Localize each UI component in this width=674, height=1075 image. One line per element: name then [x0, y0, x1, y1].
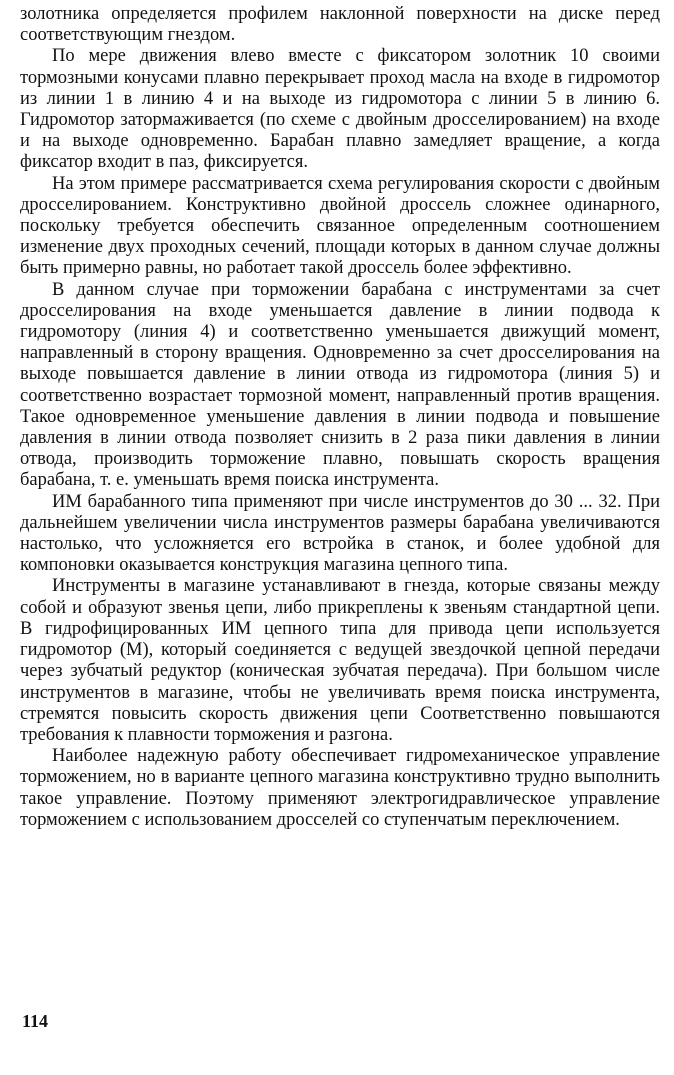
paragraph-chain-magazine: Инструменты в магазине устанавливают в гнезда, которые связаны между собой и образуют звенья цепи, либо прикреплены к звеньям стандартной цепи. В гидрофицированных ИМ цепного типа для привода цепи используется гидромотор (М), который соединяется с ведущей звездочкой цепной передачи через зубчатый редуктор (коническая зубчатая передача). При большом числе инструментов в магазине, чтобы не увеличивать время поиска инструмента, стремятся повысить скорость движения цепи Соответственно повышаются требования к плавности торможения и разгона. — [20, 576, 660, 745]
paragraph-valve-motion: По мере движения влево вместе с фиксатором золотник 10 своими тормозными конусами плавно перекрывает проход масла на входе в гидромотор из линии 1 в линию 4 и на выходе из гидромотора с линии 5 в линию 6. Гидромотор затормаживается (по схеме с двойным дросселированием) на входе и на выходе одновременно. Барабан плавно замедляет вращение, а когда фиксатор входит в паз, фиксируется. — [20, 46, 660, 173]
paragraph-continuation: золотника определяется профилем наклонной поверхности на диске перед соответствующим гнездом. — [20, 4, 660, 46]
paragraph-control-method: Наиболее надежную работу обеспечивает гидромеханическое управление торможением, но в варианте цепного магазина конструктивно трудно выполнить такое управление. Поэтому применяют электрогидравлическое управление торможением с использованием дросселей со ступенчатым переключением. — [20, 746, 660, 830]
paragraph-drum-braking: В данном случае при торможении барабана с инструментами за счет дросселирования на входе уменьшается давление в линии подвода к гидромотору (линия 4) и соответственно уменьшается движущий момент, направленный в сторону вращения. Одновременно за счет дросселирования на выходе повышается давление в линии отвода из гидромотора (линия 5) и соответственно возрастает тормозной момент, направленный против вращения. Такое одновременное уменьшение давления в линии подвода и повышение давления в линии отвода позволяет снизить в 2 раза пики давления в линии отвода, производить торможение плавно, повышать скорость вращения барабана, т. е. уменьшать время поиска инструмента. — [20, 279, 660, 491]
paragraph-drum-type-magazine: ИМ барабанного типа применяют при числе инструментов до 30 ... 32. При дальнейшем увеличении числа инструментов размеры барабана увеличиваются настолько, что усложняется его встройка в станок, и более удобной для компоновки оказывается конструкция магазина цепного типа. — [20, 491, 660, 576]
paragraph-double-throttling: На этом примере рассматривается схема регулирования скорости с двойным дросселированием. Конструктивно двойной дроссель сложнее одинарного, поскольку требуется обеспечить связанное определенным соотношением изменение двух проходных сечений, площади которых в данном случае должны быть примерно равны, но работает такой дроссель более эффективно. — [20, 173, 660, 279]
page-number: 114 — [22, 1011, 49, 1031]
page-body — [20, 4, 660, 831]
